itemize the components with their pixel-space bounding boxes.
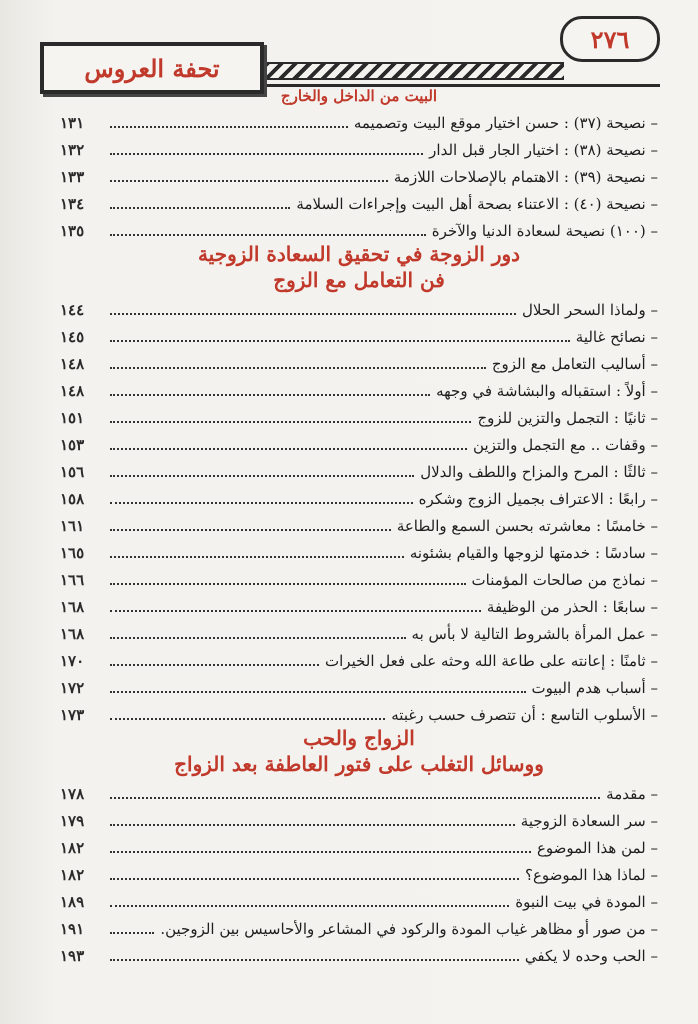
toc-entry-title: – لماذا هذا الموضوع؟ <box>525 866 658 884</box>
toc-entry-page: ١٧٨ <box>60 785 85 803</box>
toc-entry-title: – سادسًا : خدمتها لزوجها والقيام بشئونه <box>409 544 658 562</box>
toc-entry-page: ١٨٢ <box>60 839 85 857</box>
toc-entry-page: ١٥١ <box>60 409 85 427</box>
section-heading: دور الزوجة في تحقيق السعادة الزوجية <box>197 242 521 266</box>
toc-entry-title: – نصيحة (٣٧) : حسن اختيار موقع البيت وتصميمه <box>353 114 658 132</box>
toc-entry[interactable] <box>60 133 658 160</box>
page-number: ٢٧٦ <box>560 16 660 62</box>
book-title: تحفة العروس <box>40 42 264 94</box>
dot-leader <box>110 529 391 531</box>
dot-leader <box>110 394 430 396</box>
toc-entry-title: – سابعًا : الحذر من الوظيفة <box>486 598 658 616</box>
section-heading: الزواج والحب <box>303 726 415 750</box>
toc-entry-page: ١٣٥ <box>60 222 85 240</box>
toc-entry-title: – أسباب هدم البيوت <box>531 679 658 697</box>
toc-entry-title: – نصيحة (٣٨) : اختيار الجار قبل الدار <box>429 141 658 159</box>
toc-entry[interactable] <box>60 428 658 455</box>
toc-entry[interactable] <box>60 698 658 725</box>
dot-leader <box>110 340 570 342</box>
toc-entry-page: ١٧٩ <box>60 812 85 830</box>
dot-leader <box>110 367 486 369</box>
toc-entry[interactable] <box>60 455 658 482</box>
dot-leader <box>110 637 406 639</box>
toc-entry-title: – خامسًا : معاشرته بحسن السمع والطاعة <box>396 517 658 535</box>
section-heading: فن التعامل مع الزوج <box>273 268 445 292</box>
page-header <box>36 14 666 94</box>
toc-entry-page: ١٩١ <box>60 920 85 938</box>
toc-entry[interactable] <box>60 858 658 885</box>
toc-entry[interactable] <box>60 293 658 320</box>
toc-entry[interactable] <box>60 563 658 590</box>
toc-entry-page: ١٦٦ <box>60 571 85 589</box>
toc-entry-title: – ثانيًا : التجمل والتزين للزوج <box>477 409 658 427</box>
dot-leader <box>110 583 466 585</box>
toc-entry-page: ١٤٥ <box>60 328 85 346</box>
dot-leader <box>110 475 414 477</box>
toc-entry[interactable] <box>60 482 658 509</box>
toc-entry-title: – نماذج من صالحات المؤمنات <box>471 571 658 589</box>
toc-entry-page: ١٦٨ <box>60 598 85 616</box>
toc-entry-title: – ولماذا السحر الحلال <box>521 301 658 319</box>
toc-entry-title: – الأسلوب التاسع : أن تتصرف حسب رغبته <box>391 706 658 724</box>
dot-leader <box>110 797 600 799</box>
toc-entry[interactable] <box>60 187 658 214</box>
toc-entry[interactable] <box>60 106 658 133</box>
toc-entry[interactable] <box>60 671 658 698</box>
toc-entry[interactable] <box>60 939 658 966</box>
dot-leader <box>110 610 481 612</box>
toc-entry-page: ١٦٥ <box>60 544 85 562</box>
toc-section <box>60 241 658 725</box>
toc-entry-title: – رابعًا : الاعتراف بجميل الزوج وشكره <box>418 490 658 508</box>
dot-leader <box>110 207 290 209</box>
toc-entry[interactable] <box>60 912 658 939</box>
toc-entry-page: ١٩٣ <box>60 947 85 965</box>
toc-entry-page: ١٥٣ <box>60 436 85 454</box>
toc-entry-title: – ثامنًا : إعانته على طاعة الله وحثه على فعل الخيرات <box>325 652 658 670</box>
toc-entry-title: – الحب وحده لا يكفي <box>524 947 658 965</box>
dot-leader <box>110 234 426 236</box>
dot-leader <box>110 959 519 961</box>
dot-leader <box>110 691 526 693</box>
toc-entry[interactable] <box>60 401 658 428</box>
dot-leader <box>110 932 154 934</box>
toc-entry[interactable] <box>60 617 658 644</box>
toc-entry-page: ١٤٨ <box>60 382 85 400</box>
toc-entry[interactable] <box>60 777 658 804</box>
toc-entry-page: ١٣٤ <box>60 195 85 213</box>
toc-entry[interactable] <box>60 885 658 912</box>
toc-entry[interactable] <box>60 347 658 374</box>
toc-entry-title: – لمن هذا الموضوع <box>536 839 658 857</box>
dot-leader <box>110 878 519 880</box>
toc-entry[interactable] <box>60 831 658 858</box>
toc-entry-page: ١٧٢ <box>60 679 85 697</box>
toc-entry[interactable] <box>60 804 658 831</box>
table-of-contents <box>60 86 658 966</box>
toc-entry-title: – من صور أو مظاهر غياب المودة والركود في المشاعر والأحاسيس بين الزوجين. <box>160 920 658 938</box>
toc-entry[interactable] <box>60 320 658 347</box>
toc-entry-page: ١٣١ <box>60 114 85 132</box>
toc-entry-page: ١٨٢ <box>60 866 85 884</box>
dot-leader <box>110 126 348 128</box>
section-heading: البيت من الداخل والخارج <box>280 87 438 105</box>
dot-leader <box>110 556 404 558</box>
dot-leader <box>110 664 319 666</box>
dot-leader <box>110 905 509 907</box>
toc-entry-page: ١٧٠ <box>60 652 85 670</box>
toc-entry-page: ١٨٩ <box>60 893 85 911</box>
dot-leader <box>110 421 471 423</box>
toc-entry[interactable] <box>60 536 658 563</box>
toc-entry[interactable] <box>60 374 658 401</box>
toc-entry-title: – المودة في بيت النبوة <box>515 893 658 911</box>
toc-entry-title: – أساليب التعامل مع الزوج <box>491 355 658 373</box>
dot-leader <box>110 448 467 450</box>
toc-entry-title: – عمل المرأة بالشروط التالية لا بأس به <box>411 625 658 643</box>
toc-entry[interactable] <box>60 160 658 187</box>
toc-section <box>60 86 658 241</box>
dot-leader <box>110 153 423 155</box>
dot-leader <box>110 502 413 504</box>
dot-leader <box>110 851 531 853</box>
toc-entry-title: – مقدمة <box>606 785 658 803</box>
toc-entry[interactable] <box>60 590 658 617</box>
toc-entry-title: – وقفات .. مع التجمل والتزين <box>473 436 658 454</box>
toc-entry-page: ١٦١ <box>60 517 85 535</box>
toc-entry-title: – نصائح غالية <box>575 328 658 346</box>
toc-entry[interactable] <box>60 214 658 241</box>
toc-entry[interactable] <box>60 509 658 536</box>
toc-entry-title: – سر السعادة الزوجية <box>520 812 658 830</box>
toc-entry-page: ١٤٤ <box>60 301 85 319</box>
toc-entry-page: ١٥٨ <box>60 490 85 508</box>
dot-leader <box>110 313 516 315</box>
section-heading: ووسائل التغلب على فتور العاطفة بعد الزواج <box>174 752 544 776</box>
toc-entry-page: ١٥٦ <box>60 463 85 481</box>
toc-entry[interactable] <box>60 644 658 671</box>
dot-leader <box>110 180 388 182</box>
toc-entry-page: ١٦٨ <box>60 625 85 643</box>
toc-entry-title: – أولاً : استقباله والبشاشة في وجهه <box>436 382 658 400</box>
toc-entry-title: – نصيحة (٤٠) : الاعتناء بصحة أهل البيت وإجراءات السلامة <box>296 195 658 213</box>
toc-entry-title: – (١٠٠) نصيحة لسعادة الدنيا والآخرة <box>431 222 658 240</box>
dot-leader <box>110 718 385 720</box>
toc-entry-page: ١٧٣ <box>60 706 85 724</box>
toc-section <box>60 725 658 966</box>
toc-entry-page: ١٣٢ <box>60 141 85 159</box>
dot-leader <box>110 824 515 826</box>
toc-entry-title: – نصيحة (٣٩) : الاهتمام بالإصلاحات اللازمة <box>393 168 658 186</box>
toc-entry-title: – ثالثًا : المرح والمزاح واللطف والدلال <box>420 463 658 481</box>
toc-entry-page: ١٣٣ <box>60 168 85 186</box>
toc-entry-page: ١٤٨ <box>60 355 85 373</box>
